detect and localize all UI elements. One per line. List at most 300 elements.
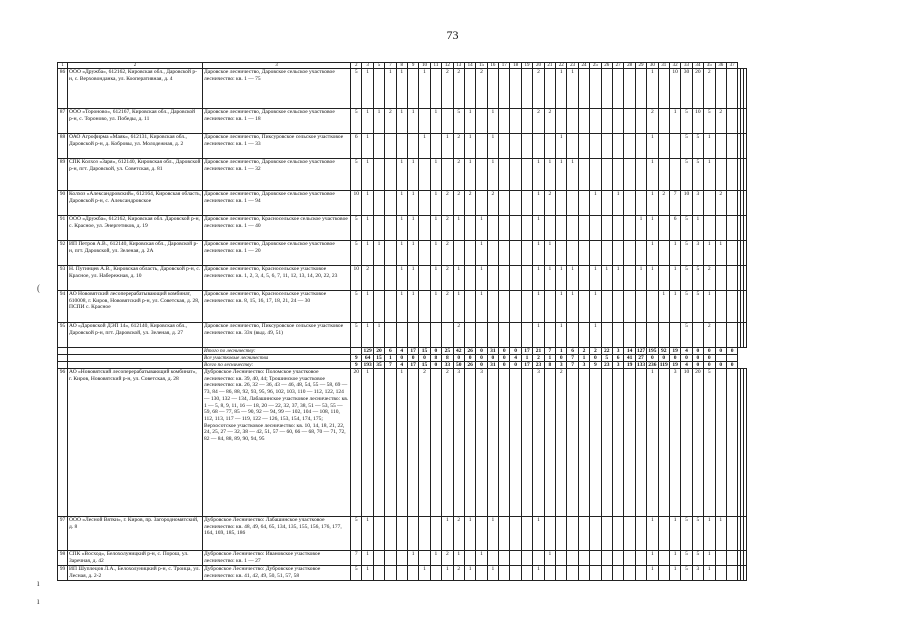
value-cell: 5 [681, 134, 692, 159]
value-cell [521, 291, 532, 323]
owner-cell: ООО «Лесной Вятки», г. Киров, пр. Загородномятский, д. 8 [68, 517, 203, 551]
column-number: 36 [715, 63, 726, 69]
value-cell: 1 [692, 216, 703, 241]
value-cell: 5 [351, 69, 362, 109]
value-cell: 1 [396, 266, 407, 291]
value-cell [590, 551, 601, 566]
value-cell: 1 [362, 109, 373, 134]
table-row [58, 109, 747, 134]
value-cell: 3 [692, 566, 703, 581]
value-cell: 1 [544, 551, 555, 566]
summary-value: 21 [533, 348, 544, 355]
value-cell [578, 323, 589, 348]
margin-mark: ı [37, 596, 40, 606]
summary-value: 23 [601, 362, 612, 369]
value-cell: 1 [704, 291, 715, 323]
value-cell: 10 [669, 69, 680, 109]
column-number: 21 [544, 63, 555, 69]
value-cell: 1 [362, 517, 373, 551]
blank-cell [68, 348, 203, 355]
value-cell [726, 566, 737, 581]
value-cell: 1 [464, 517, 475, 551]
value-cell [510, 566, 521, 581]
value-cell: 1 [647, 191, 658, 216]
summary-row [58, 348, 747, 355]
value-cell: 1 [556, 134, 567, 159]
value-cell: 5 [704, 109, 715, 134]
summary-row [58, 355, 747, 362]
table-row [58, 551, 747, 566]
value-cell [590, 369, 601, 517]
value-cell [464, 291, 475, 323]
value-cell [744, 291, 747, 323]
value-cell [476, 134, 487, 159]
value-cell: 1 [704, 241, 715, 266]
column-number: 12 [442, 63, 453, 69]
value-cell: 2 [385, 109, 396, 134]
value-cell [744, 241, 747, 266]
value-cell: 2 [453, 191, 464, 216]
value-cell: 1 [476, 241, 487, 266]
value-cell: 5 [351, 323, 362, 348]
column-number: 14 [464, 63, 475, 69]
value-cell [578, 291, 589, 323]
value-cell [658, 109, 669, 134]
value-cell [635, 69, 646, 109]
value-cell [658, 241, 669, 266]
summary-value: 0 [692, 362, 703, 369]
value-cell: 2 [442, 551, 453, 566]
value-cell [385, 517, 396, 551]
value-cell: 1 [442, 517, 453, 551]
summary-value: 3 [556, 362, 567, 369]
value-cell [544, 134, 555, 159]
value-cell: 7 [669, 191, 680, 216]
value-cell [726, 551, 737, 566]
column-number: 25 [590, 63, 601, 69]
value-cell [464, 241, 475, 266]
value-cell [464, 266, 475, 291]
value-cell [430, 134, 441, 159]
summary-value: 26 [464, 362, 475, 369]
value-cell: 1 [487, 134, 498, 159]
column-number: 24 [578, 63, 589, 69]
value-cell [419, 323, 430, 348]
value-cell [487, 266, 498, 291]
value-cell [487, 69, 498, 109]
summary-value: 0 [476, 362, 487, 369]
value-cell [658, 266, 669, 291]
summary-value: 0 [430, 348, 441, 355]
owner-cell: ИП Петров А.В., 612140, Кировская обл., Даровской р-н, пгт. Даровской, ул. Зеленая, д. 2А [68, 241, 203, 266]
value-cell [567, 551, 578, 566]
value-cell [601, 159, 612, 191]
value-cell [521, 369, 532, 517]
value-cell: 1 [704, 566, 715, 581]
value-cell [669, 323, 680, 348]
summary-value: 5 [601, 355, 612, 362]
value-cell [658, 566, 669, 581]
value-cell: 2 [362, 266, 373, 291]
value-cell [499, 191, 510, 216]
summary-value: 42 [453, 348, 464, 355]
value-cell: 1 [430, 216, 441, 241]
value-cell: 1 [669, 517, 680, 551]
value-cell: 1 [419, 566, 430, 581]
table-row [58, 191, 747, 216]
value-cell [464, 69, 475, 109]
value-cell [442, 159, 453, 191]
value-cell: 2 [453, 517, 464, 551]
value-cell: 5 [692, 159, 703, 191]
summary-value: 9 [590, 362, 601, 369]
value-cell: 1 [453, 291, 464, 323]
value-cell [385, 369, 396, 517]
value-cell [578, 369, 589, 517]
summary-value: 3 [612, 348, 623, 355]
location-cell: Даровское лесничество, Даровское сельское участковое лесничество: кв. 1 — 94 [203, 191, 351, 216]
summary-value: 0 [726, 348, 737, 355]
value-cell: 1 [601, 266, 612, 291]
summary-value: 31 [487, 362, 498, 369]
value-cell: 1 [362, 241, 373, 266]
value-cell: 2 [476, 69, 487, 109]
summary-value: 0 [476, 355, 487, 362]
value-cell [419, 159, 430, 191]
value-cell [533, 134, 544, 159]
column-number: 17 [499, 63, 510, 69]
owner-cell: ОАО Агрофирма «Маяк», 612131, Кировская обл., Даровской р-н, д. Кобровы, ул. Молодежная, д. 2 [68, 134, 203, 159]
column-number: 19 [521, 63, 532, 69]
value-cell [567, 369, 578, 517]
value-cell [499, 216, 510, 241]
value-cell [658, 69, 669, 109]
value-cell [612, 159, 623, 191]
value-cell: 1 [533, 159, 544, 191]
value-cell: 1 [362, 216, 373, 241]
value-cell: 1 [453, 266, 464, 291]
column-number: 31 [658, 63, 669, 69]
value-cell [704, 216, 715, 241]
value-cell: 2 [453, 69, 464, 109]
value-cell [567, 134, 578, 159]
value-cell: 1 [647, 551, 658, 566]
value-cell: 2 [715, 191, 726, 216]
value-cell: 2 [533, 109, 544, 134]
value-cell: 1 [487, 159, 498, 191]
value-cell: 5 [351, 241, 362, 266]
value-cell [624, 69, 635, 109]
value-cell [601, 134, 612, 159]
value-cell [373, 216, 384, 241]
value-cell: 1 [362, 191, 373, 216]
summary-value: 8 [442, 355, 453, 362]
value-cell: 2 [704, 266, 715, 291]
value-cell [635, 134, 646, 159]
column-number: 23 [567, 63, 578, 69]
value-cell [590, 109, 601, 134]
value-cell: 1 [476, 266, 487, 291]
value-cell [715, 69, 726, 109]
value-cell: 2 [442, 191, 453, 216]
value-cell: 5 [351, 517, 362, 551]
margin-mark: ( [37, 283, 40, 293]
column-number: 13 [453, 63, 464, 69]
value-cell [578, 566, 589, 581]
summary-value: 0 [715, 362, 726, 369]
value-cell: 1 [396, 191, 407, 216]
value-cell: 5 [351, 216, 362, 241]
value-cell: 1 [407, 291, 418, 323]
summary-value: 0 [704, 355, 715, 362]
value-cell [601, 109, 612, 134]
summary-value: 0 [647, 355, 658, 362]
value-cell: 5 [692, 517, 703, 551]
value-cell: 1 [669, 551, 680, 566]
value-cell [556, 517, 567, 551]
value-cell [396, 323, 407, 348]
value-cell [556, 566, 567, 581]
value-cell [396, 551, 407, 566]
value-cell [692, 323, 703, 348]
value-cell [567, 109, 578, 134]
value-cell [715, 323, 726, 348]
summary-value: 0 [681, 355, 692, 362]
value-cell [567, 216, 578, 241]
value-cell [544, 323, 555, 348]
value-cell: 2 [464, 191, 475, 216]
value-cell: 1 [407, 109, 418, 134]
summary-value: 133 [636, 362, 646, 368]
blank-cell [58, 362, 68, 369]
value-cell [726, 134, 737, 159]
value-cell [601, 551, 612, 566]
value-cell [635, 566, 646, 581]
table-row [58, 159, 747, 191]
value-cell [476, 159, 487, 191]
value-cell [744, 69, 747, 109]
table-row [58, 566, 747, 581]
value-cell: 2 [419, 369, 430, 517]
value-cell: 1 [556, 291, 567, 323]
value-cell: 1 [362, 69, 373, 109]
summary-value: 35 [373, 362, 384, 369]
owner-cell: ООО «Дружба», 612162, Кировская обл. Даровской р-н, с. Красное, ул. Энергетиков, д. 19 [68, 216, 203, 241]
location-cell: Даровское лесничество, Красносельское сельское участковое лесничество: кв. 1 — 40 [203, 216, 351, 241]
value-cell [715, 266, 726, 291]
summary-value: 50 [453, 362, 464, 369]
blank-cell [68, 355, 203, 362]
value-cell [624, 566, 635, 581]
value-cell: 1 [396, 241, 407, 266]
summary-value: 23 [533, 362, 544, 369]
value-cell [499, 517, 510, 551]
location-cell: Даровское лесничество, Даровское сельское участковое лесничество: кв. 1 — 32 [203, 159, 351, 191]
summary-value: 195 [648, 348, 657, 354]
summary-value: 19 [669, 348, 680, 355]
summary-value: 0 [487, 355, 498, 362]
value-cell [487, 323, 498, 348]
value-cell [419, 216, 430, 241]
value-cell: 1 [669, 266, 680, 291]
value-cell: 1 [544, 266, 555, 291]
column-number: 34 [692, 63, 703, 69]
summary-value: 4 [681, 362, 692, 369]
value-cell [521, 69, 532, 109]
row-number: 97 [58, 517, 68, 551]
value-cell [396, 134, 407, 159]
value-cell [590, 69, 601, 109]
value-cell [612, 69, 623, 109]
summary-value: 0 [669, 355, 680, 362]
summary-label: Всего по лесничеству: [203, 362, 351, 369]
row-number: 99 [58, 566, 68, 581]
value-cell [487, 551, 498, 566]
summary-value: 14 [624, 348, 635, 355]
value-cell [726, 109, 737, 134]
value-cell [624, 134, 635, 159]
value-cell: 1 [647, 266, 658, 291]
row-number: 92 [58, 241, 68, 266]
value-cell [544, 291, 555, 323]
value-cell: 1 [544, 241, 555, 266]
value-cell [419, 291, 430, 323]
summary-value: 7 [385, 362, 396, 369]
column-number: 3 [203, 63, 351, 69]
value-cell [590, 216, 601, 241]
summary-value: 0 [704, 362, 715, 369]
value-cell [521, 109, 532, 134]
value-cell: 1 [533, 566, 544, 581]
value-cell [487, 241, 498, 266]
column-number: 11 [430, 63, 441, 69]
summary-value: 20 [373, 348, 384, 355]
value-cell [590, 241, 601, 266]
page-number: 73 [446, 28, 459, 42]
value-cell: 2 [487, 191, 498, 216]
value-cell [567, 191, 578, 216]
value-cell: 1 [430, 241, 441, 266]
column-number: 5 [373, 63, 384, 69]
value-cell: 2 [442, 291, 453, 323]
value-cell [385, 241, 396, 266]
value-cell: 1 [647, 159, 658, 191]
value-cell: 1 [533, 216, 544, 241]
value-cell: 1 [430, 109, 441, 134]
value-cell: 1 [647, 69, 658, 109]
value-cell [612, 369, 623, 517]
value-cell: 1 [556, 159, 567, 191]
value-cell [385, 134, 396, 159]
value-cell [744, 517, 747, 551]
summary-value: 0 [499, 362, 510, 369]
value-cell: 20 [351, 369, 362, 517]
value-cell: 10 [351, 191, 362, 216]
value-cell: 5 [351, 291, 362, 323]
value-cell [726, 191, 737, 216]
summary-value: 0 [704, 348, 715, 355]
row-number: 89 [58, 159, 68, 191]
value-cell [556, 241, 567, 266]
value-cell: 1 [430, 291, 441, 323]
value-cell: 1 [373, 241, 384, 266]
value-cell [396, 566, 407, 581]
value-cell: 20 [692, 69, 703, 109]
value-cell [612, 109, 623, 134]
location-cell: Даровское лесничество, Пиксуровское сельское участковое лесничество: кв. 1 — 33 [203, 134, 351, 159]
value-cell [715, 216, 726, 241]
value-cell [510, 134, 521, 159]
row-number: 93 [58, 266, 68, 291]
column-number: 8 [396, 63, 407, 69]
value-cell [373, 566, 384, 581]
summary-lead [351, 348, 362, 355]
value-cell: 5 [681, 216, 692, 241]
value-cell: 1 [476, 551, 487, 566]
summary-value: 7 [544, 348, 555, 355]
value-cell [578, 159, 589, 191]
location-cell: Даровское лесничество, Пиксуровское сельское участковое лесничество: кв. 33ч (выд. 49, 51) [203, 323, 351, 348]
value-cell [658, 323, 669, 348]
value-cell: 5 [681, 241, 692, 266]
summary-value: 0 [510, 348, 521, 355]
column-number: 30 [647, 63, 658, 69]
summary-value: 0 [407, 355, 418, 362]
value-cell: 5 [681, 323, 692, 348]
value-cell: 1 [430, 266, 441, 291]
location-cell: Дубровское Лесничество: Поломское участковое лесничество: кв. 39, 40, 44; Трошинское участковое лесничество: кв. 26, 32 — 36, 43 — 46, 48, 54, 55 — 58, 69 — 73, 84 — 86, 88, 92, 93, 95, 96, 102, 103, 110 — 112, 122, 124 — 130, 132 — 134, Лабашинское участковое лесничество: кв. 1 — 5, 8, 9, 11, 16 — 18, 20 — 22, 32, 37, 38, 51 — 53, 55 — 59, 68 — 77, 85 — 90, 92 — 94, 99 — 102, 104 — 108, 110, 112, 113, 117 — 119, 122 — 126, 153, 154, 174, 175; Верхосотское участковое лесничество: кв. 10, 14, 18, 21, 22, 24, 25, 27 — 32, 38 — 42, 51, 57 — 60, 66 — 68, 70 — 71, 72, 82 — 84, 88, 89, 90, 94, 95 [203, 369, 351, 517]
value-cell: 1 [669, 566, 680, 581]
summary-value: 7 [567, 355, 578, 362]
value-cell [578, 191, 589, 216]
value-cell: 1 [362, 134, 373, 159]
value-cell [499, 323, 510, 348]
summary-value: 33 [442, 362, 453, 369]
value-cell [715, 566, 726, 581]
value-cell: 1 [533, 517, 544, 551]
value-cell [601, 323, 612, 348]
value-cell [744, 109, 747, 134]
value-cell [612, 323, 623, 348]
value-cell: 5 [704, 369, 715, 517]
value-cell [407, 566, 418, 581]
owner-cell: ООО «Дружба», 612162, Кировская обл., Даровской р-н, с. Верховонданка, ул. Кооперативная, д. 4 [68, 69, 203, 109]
value-cell: 1 [715, 241, 726, 266]
value-cell [476, 191, 487, 216]
summary-value: 0 [464, 355, 475, 362]
value-cell [601, 291, 612, 323]
summary-value: 127 [636, 348, 646, 354]
summary-value: 17 [407, 348, 418, 355]
location-cell: Даровское лесничество, Красносельское участковое лесничество: кв. 1, 2, 3, 4, 5, 6, 7, 11, 12, 13, 14, 20, 22, 23 [203, 266, 351, 291]
value-cell [521, 159, 532, 191]
value-cell [635, 291, 646, 323]
value-cell: 1 [669, 109, 680, 134]
value-cell [407, 517, 418, 551]
value-cell: 1 [362, 159, 373, 191]
value-cell [521, 241, 532, 266]
value-cell [419, 266, 430, 291]
value-cell: 1 [567, 291, 578, 323]
value-cell [521, 566, 532, 581]
value-cell [487, 291, 498, 323]
column-number: 18 [510, 63, 521, 69]
row-number: 86 [58, 69, 68, 109]
value-cell: 1 [419, 134, 430, 159]
value-cell [744, 159, 747, 191]
value-cell: 1 [476, 291, 487, 323]
value-cell [744, 369, 747, 517]
